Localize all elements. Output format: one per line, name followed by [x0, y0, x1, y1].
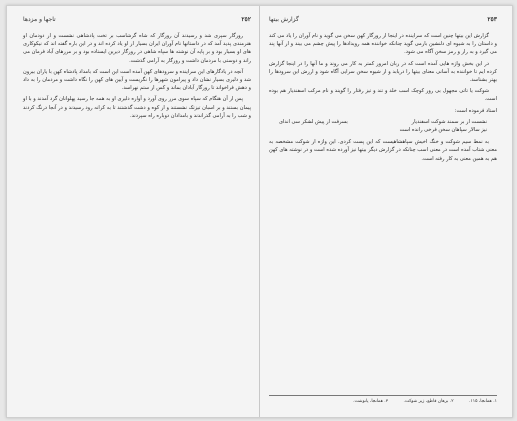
footnote: ۱. همانجا، ۱۱۵.: [468, 399, 497, 404]
paragraph: گزارش این بیتها چنین است که سراینده در اینجا از روزگار کهن سخن می گوید و نام آوران را یاد می کند و داستان را به شیوه ای دلنشین بازمی گوید چنانکه خواننده همه رویدادها را پیش چشم می بیند و از آنها پند می گیرد و به راز و رمز سخن آگاه می شود.: [269, 33, 497, 56]
poem-label: استاد فرموده است:: [454, 107, 497, 114]
paragraph: آنچه در یادگارهای این سراینده و سرودهای کهن آمده است این است که بامداد پادشاه کهن با یاران بیرون شد و دلیری بسیار نشان داد و پیرامون شهرها را نگریست و آیین های کهن را نگاه داشت و مردمان را به داد و دهش فراخواند تا روزگار آبادان بماند و کس از ستم نهراسد.: [23, 68, 251, 92]
footnote: ۳. همانجا، پانوشت.: [353, 399, 389, 404]
poem-block: [269, 118, 497, 134]
book-spread: [6, 5, 513, 418]
paragraph: در این بخش واژه هایی آمده است که در زبان امروز کمتر به کار می روند و ما آنها را در اینجا گزارش کرده ایم تا خواننده به آسانی معنای بیتها را دریابد و از شیوه سخن سرایی آگاه شود و ارزش این سرودها را بهتر بشناسد.: [269, 60, 497, 84]
right-page-header: [269, 14, 497, 24]
hemistich: نیز سالار سپاهان سخن فرخی رانده است: [399, 127, 487, 134]
page-number: ٢٥٢: [241, 15, 251, 23]
page-gutter: [259, 6, 260, 417]
left-page: [23, 14, 251, 409]
running-title: تاجها و مزدها: [23, 15, 56, 23]
footnotes: [269, 395, 497, 405]
paragraph: روزگار سپری شد و رسیدند آن روزگار که شاه گرشاسب بر تخت پادشاهی نشست و از دودمان او هنرمندی پدید آمد که در داستانها نام آوران ایران بسیار از او یاد کرده اند و در این باره گفته اند که نیکوکاری های او بسیار بود و بر پایه آن نوشته ها سپاه شاهی در روزگار دیرین ایستاده بود و بر مرزهای آباد فرمان می راند و دوستی با مردمان داشت و روزگار به آرامی گذشت.: [23, 33, 251, 64]
poem-row: [269, 118, 497, 126]
running-title: گزارش بیتها: [269, 15, 299, 23]
right-page-body: [269, 32, 497, 163]
footnote: ۲. برهان قاطع، زیر شوکت.: [403, 399, 454, 404]
poem-row: [269, 126, 497, 134]
hemistich: نشست از بر سمند شوکت اسفندیار: [411, 118, 487, 125]
page-number: ٢٥٣: [487, 15, 497, 23]
left-page-body: [23, 32, 251, 120]
left-page-header: [23, 14, 251, 24]
intro-line: شوکت یا تاتی مجهول بی روز کوچک اسب خلد و تند و تیز رفتار را گویند و نام مرکب اسفندیار هم بوده است.: [269, 88, 497, 103]
right-page: [269, 14, 497, 409]
hemistich: بسرفت از پیش لشکر سی اندای: [279, 118, 348, 125]
paragraph: به نمط سیم شوکت و خنگ اخیش سپاهشاهیست که این پست کردی. این واژه از شوکت مشخصه به معنی شتاب آمده است در معنی اسب چنانکه در گزارش دیگر بیتها نیز آورده شده است و در نوشته های کهن هم به همین معنی به کار رفته است.: [269, 139, 497, 162]
paragraph: پس از آن هنگام که سپاه سوی مرز روی آورد و آوازه دلیری او به همه جا رسید پهلوانان گرد آمدند و با او پیمان بستند و بر اسبان تیزتک نشستند و از کوه و دشت گذشتند تا به کرانه رود رسیدند و در آنجا درنگ کردند و شب را به آرامی گذراندند و بامدادان دوباره راه سپردند.: [23, 96, 251, 119]
